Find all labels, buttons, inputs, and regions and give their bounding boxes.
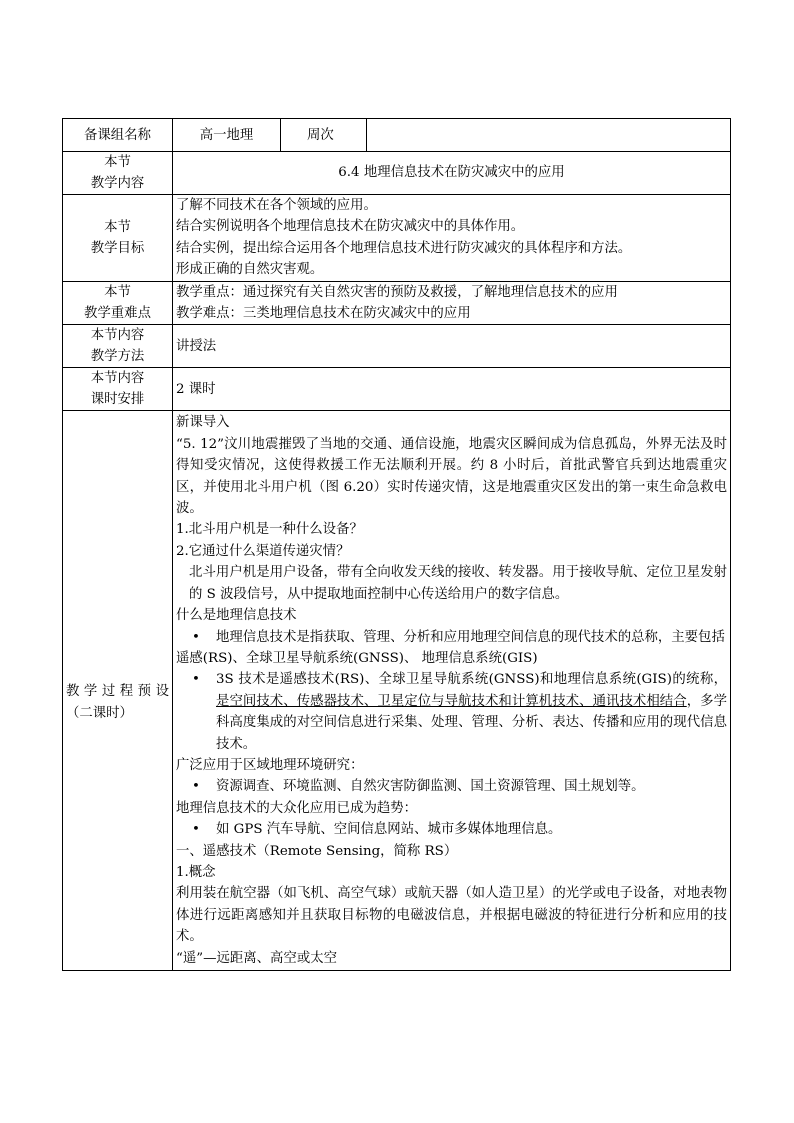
answer-paragraph: 北斗用户机是用户设备，带有全向收发天线的接收、转发器。用于接收导航、定位卫星发射的 S 波段信号，从中提取地面控制中心传送给用户的数字信息。 — [189, 565, 727, 602]
process-row — [63, 411, 731, 971]
keypoints-label-line2: 教学重难点 — [84, 306, 151, 322]
intro-title: 新课导入 — [176, 415, 230, 431]
bullet-text — [216, 669, 727, 755]
bullet-item — [176, 776, 727, 797]
method-label-line2: 教学方法 — [90, 349, 145, 365]
content-row — [63, 152, 731, 195]
concept-heading: 1.概念 — [176, 864, 216, 880]
goals-row — [63, 195, 731, 282]
header-row — [63, 119, 731, 152]
rs-heading: 一、遥感技术（Remote Sensing，简称 RS） — [176, 843, 458, 859]
week-value — [367, 119, 731, 152]
lesson-plan-table — [62, 118, 731, 971]
method-value: 讲授法 — [173, 325, 731, 368]
content-label-line1: 本节 — [104, 155, 131, 170]
schedule-row — [63, 368, 731, 411]
goal-line: 形成正确的自然灾害观。 — [176, 262, 324, 278]
popular-heading: 地理信息技术的大众化应用已成为趋势： — [176, 800, 418, 816]
goal-line: 结合实例说明各个地理信息技术在防灾减灾中的具体作用。 — [176, 219, 525, 235]
goals-content — [173, 195, 731, 282]
bullet-text: 如 GPS 汽车导航、空间信息网站、城市多媒体地理信息。 — [216, 822, 562, 838]
three-s-line: 遥感(RS)、全球卫星导航系统(GNSS)、 地理信息系统(GIS) — [176, 650, 538, 666]
bullet-item — [176, 819, 727, 840]
week-label: 周次 — [281, 119, 367, 152]
schedule-label — [63, 368, 173, 411]
underlined-text: 是空间技术、传感器技术、卫星定位与导航技术和计算机技术、通讯技术相结合 — [216, 693, 687, 709]
process-content — [173, 411, 731, 971]
bullet-dot: • — [192, 629, 200, 645]
schedule-label-line1: 本节内容 — [90, 371, 145, 387]
method-row — [63, 325, 731, 368]
content-label — [63, 152, 173, 195]
group-name-value: 高一地理 — [173, 119, 281, 152]
question-2: 2.它通过什么渠道传递灾情？ — [176, 543, 350, 559]
process-label: 教学过程预设（二课时） — [63, 411, 173, 971]
wide-use-heading: 广泛应用于区域地理环境研究： — [176, 757, 364, 773]
question-1: 1.北斗用户机是一种什么设备？ — [176, 522, 363, 538]
bullet-item — [176, 627, 727, 648]
method-label-line1: 本节内容 — [90, 328, 145, 344]
keypoints-label — [63, 281, 173, 325]
bullet-dot: • — [192, 779, 200, 795]
bullet-item — [176, 669, 727, 755]
keypoints-content — [173, 281, 731, 325]
bullet-text: 资源调查、环境监测、自然灾害防御监测、国土资源管理、国土规划等。 — [216, 779, 645, 795]
goals-label-line2: 教学目标 — [90, 240, 145, 256]
yao-line: “遥”—远距离、高空或太空 — [176, 950, 337, 966]
bullet-text-part: 3S 技术是遥感技术(RS)、全球卫星导航系统(GNSS)和地理信息系统(GIS)的统称， — [216, 672, 727, 688]
content-value: 6.4 地理信息技术在防灾减灾中的应用 — [173, 152, 731, 195]
schedule-value: 2 课时 — [173, 368, 731, 411]
content-label-line2: 教学内容 — [90, 176, 145, 191]
method-label — [63, 325, 173, 368]
goal-line: 结合实例，提出综合运用各个地理信息技术进行防灾减灾的具体程序和方法。 — [176, 240, 632, 256]
concept-paragraph: 利用装在航空器（如飞机、高空气球）或航天器（如人造卫星）的光学或电子设备，对地表物体进行远距离感知并且获取目标物的电磁波信息，并根据电磁波的特征进行分析和应用的技术。 — [176, 886, 727, 945]
keypoint-line: 教学重点：通过探究有关自然灾害的预防及救援，了解地理信息技术的应用 — [176, 284, 618, 300]
keypoints-label-line1: 本节 — [104, 285, 131, 301]
goal-line: 了解不同技术在各个领域的应用。 — [176, 198, 377, 213]
group-name-label: 备课组名称 — [63, 119, 173, 152]
bullet-text-part: ，多学科高度集成的对空间信息进行采集、处理、管理、分析、表达、传播和应用的现代信息技术。 — [216, 693, 728, 752]
goals-label — [63, 195, 173, 282]
goals-label-line1: 本节 — [104, 219, 131, 235]
intro-paragraph: “5. 12”汶川地震摧毁了当地的交通、通信设施，地震灾区瞬间成为信息孤岛，外界无法及时得知受灾情况，这使得救援工作无法顺利开展。约 8 小时后，首批武警官兵到达地震重灾区，并使用北斗用户机（图 6.20）实时传递灾情，这是地震重灾区发出的第一束生命急救电波。 — [176, 436, 727, 517]
what-is-gis-heading: 什么是地理信息技术 — [176, 608, 297, 624]
keypoint-line: 教学难点：三类地理信息技术在防灾减灾中的应用 — [176, 306, 471, 322]
keypoints-row — [63, 281, 731, 325]
bullet-text: 地理信息技术是指获取、管理、分析和应用地理空间信息的现代技术的总称，主要包括 — [216, 629, 725, 645]
schedule-label-line2: 课时安排 — [90, 392, 145, 408]
bullet-dot: • — [192, 822, 200, 838]
bullet-dot: • — [192, 672, 200, 688]
